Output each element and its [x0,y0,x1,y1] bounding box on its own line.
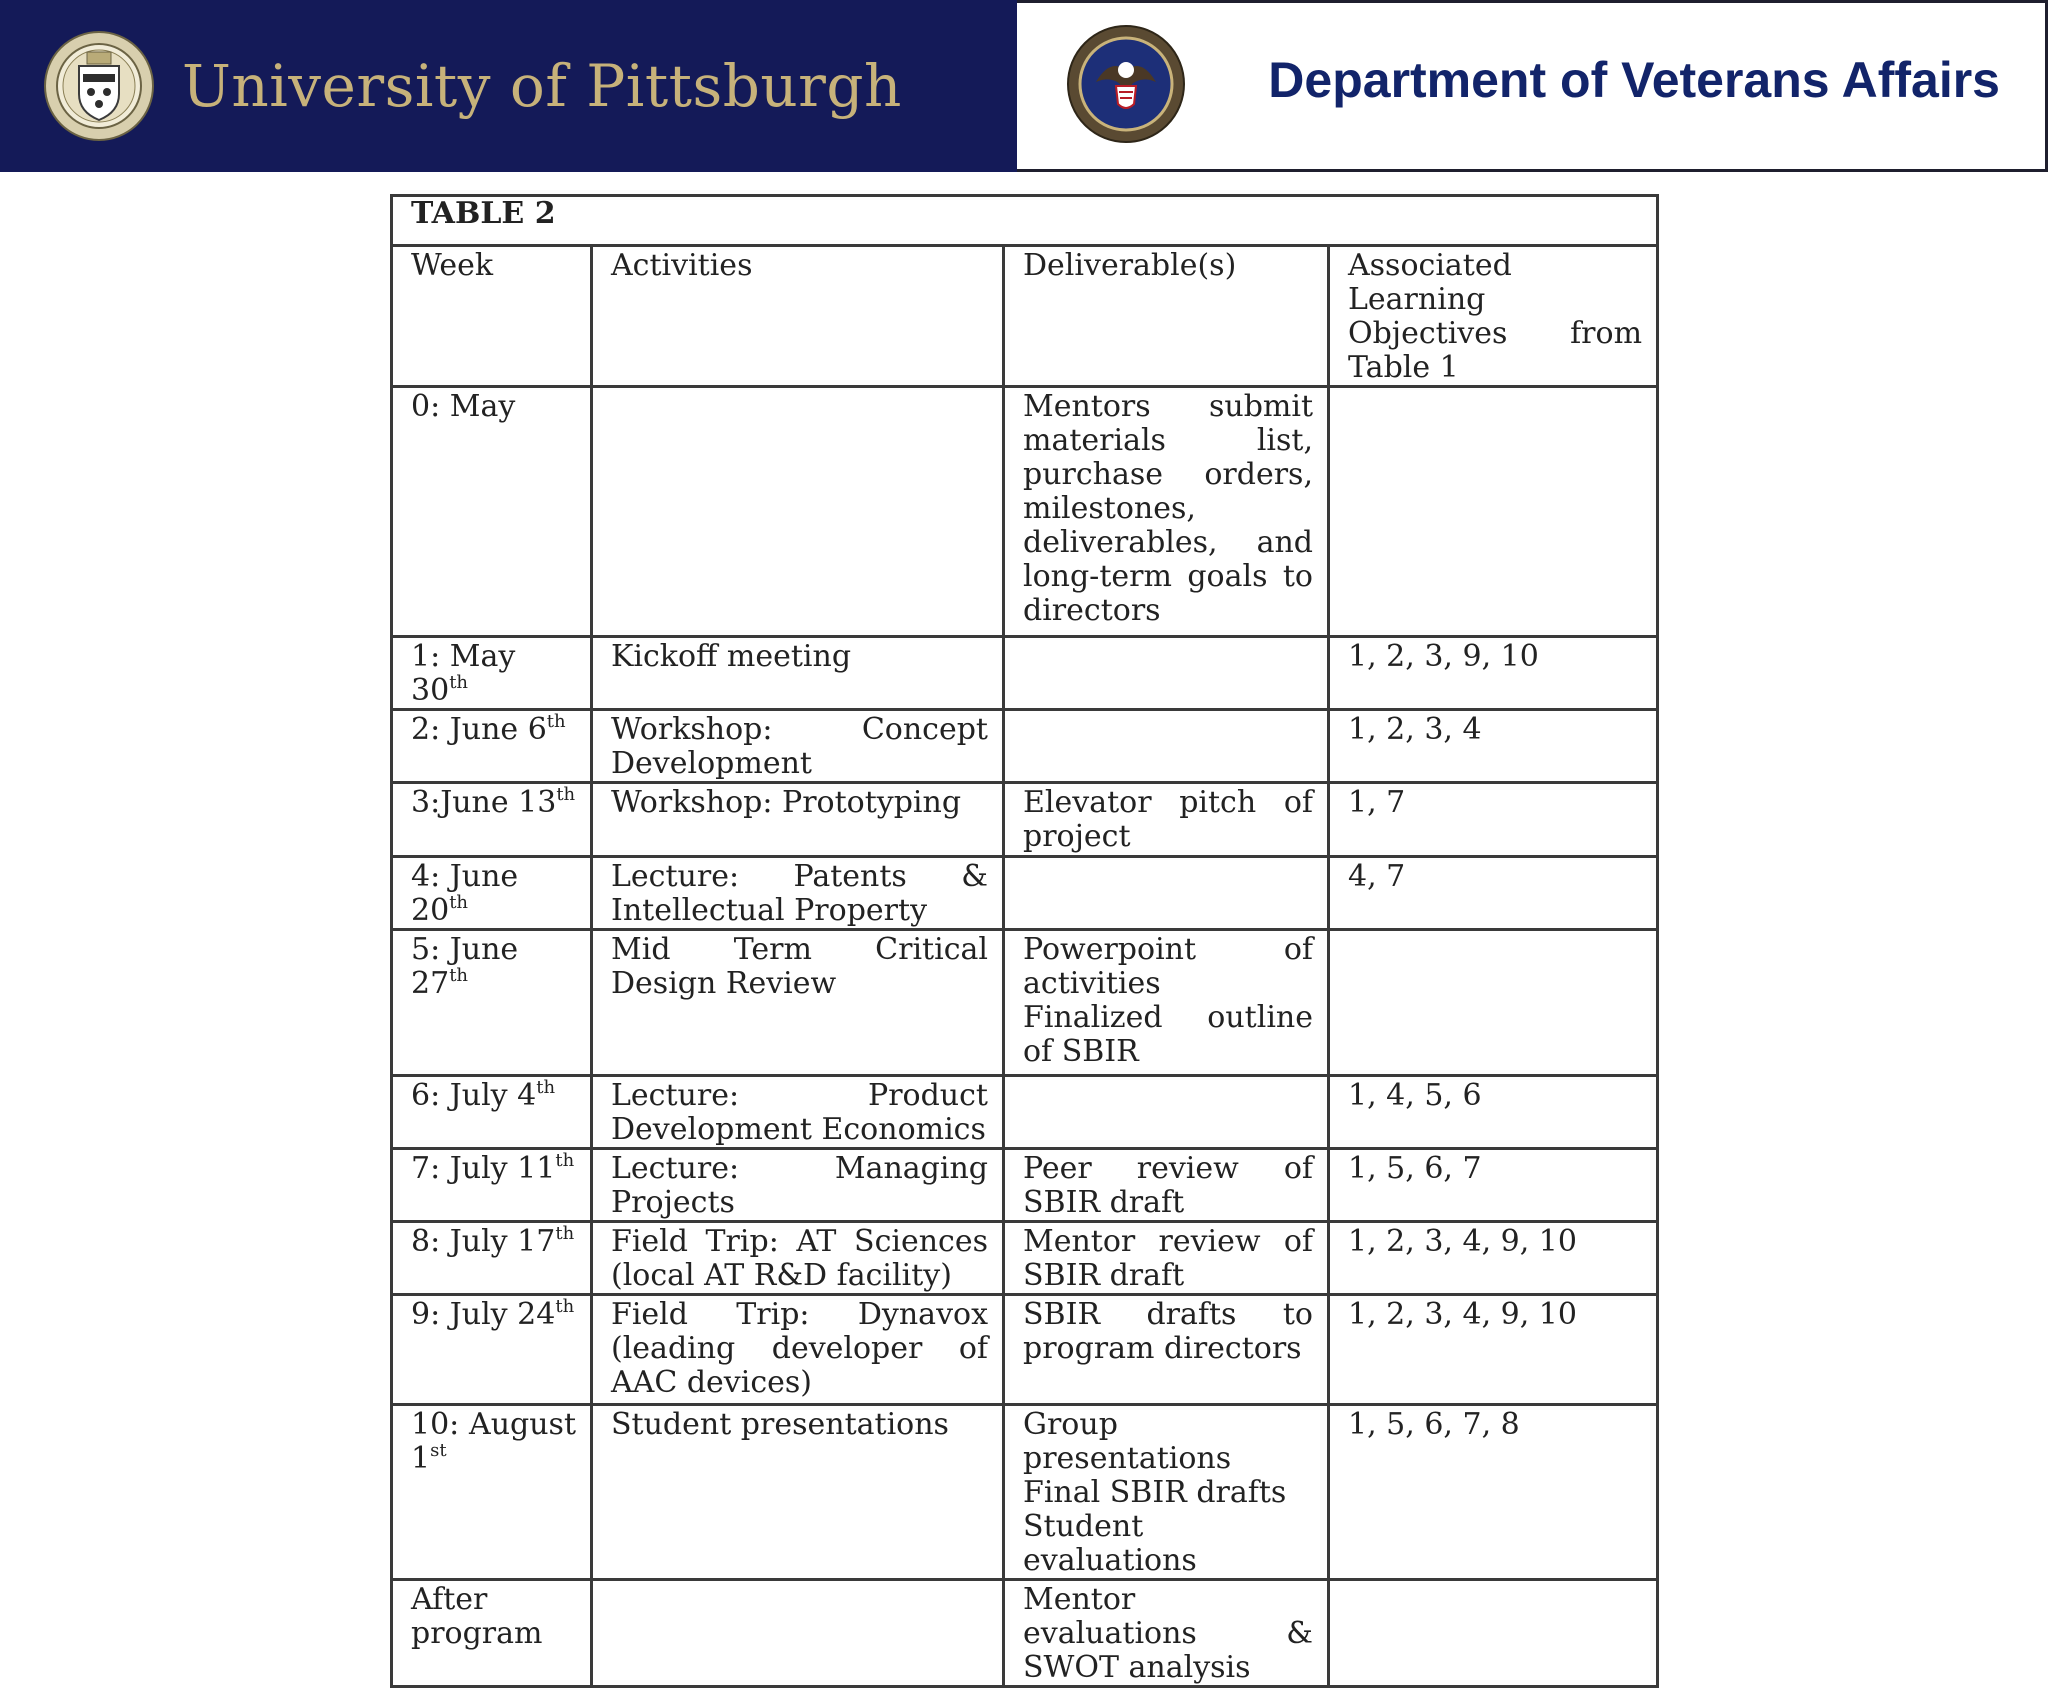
deliverables-cell [1004,387,1329,637]
week-label: 1: May 30 [411,639,516,708]
week-ordinal-suffix: th [555,1223,575,1244]
deliverable-item: Mentor review of SBIR draft [1023,1224,1313,1293]
deliverables-cell [1004,783,1329,857]
week-cell [392,710,592,783]
table-row [392,857,1658,930]
activities-cell: Lecture: Patents & Intellectual Property [592,857,1004,930]
table-row [392,1295,1658,1405]
deliverable-item: SBIR drafts to program directors [1023,1297,1313,1366]
deliverables-cell [1004,930,1329,1076]
objectives-cell: 1, 4, 5, 6 [1329,1076,1658,1149]
week-ordinal-suffix: th [555,1296,575,1317]
objectives-cell: 1, 5, 6, 7 [1329,1149,1658,1222]
week-label: 6: July 4 [411,1078,537,1113]
table-row [392,387,1658,637]
week-ordinal-suffix: st [430,1440,447,1461]
deliverable-item: Mentors submit materials list, purchase orders, milestones, deliverables, and long-term goals to directors [1023,389,1313,628]
week-label: 10: August 1 [411,1407,576,1476]
deliverable-item: Final SBIR drafts [1023,1475,1287,1510]
week-cell [392,1295,592,1405]
week-ordinal-suffix: th [555,1150,575,1171]
objectives-cell: 1, 7 [1329,783,1658,857]
table-row [392,710,1658,783]
week-ordinal-suffix: th [449,892,469,913]
week-cell [392,1076,592,1149]
objectives-cell [1329,930,1658,1076]
table-title: TABLE 2 [392,196,1658,246]
objectives-cell: 1, 2, 3, 4 [1329,710,1658,783]
deliverable-item: Elevator pitch of project [1023,785,1313,854]
deliverables-cell [1004,637,1329,710]
header-objectives: Associated Learning Objectives from Table 1 [1329,246,1658,387]
deliverable-item: Group presentations [1023,1407,1232,1476]
week-cell [392,857,592,930]
week-ordinal-suffix: th [536,1077,556,1098]
deliverables-cell [1004,1405,1329,1580]
activities-cell: Lecture: Product Development Economics [592,1076,1004,1149]
deliverables-cell [1004,857,1329,930]
schedule-table [390,194,1659,1688]
activities-cell: Field Trip: AT Sciences (local AT R&D facility) [592,1222,1004,1295]
table-row [392,1076,1658,1149]
va-seal-icon [1066,24,1186,144]
objectives-cell: 1, 2, 3, 9, 10 [1329,637,1658,710]
activities-cell: Kickoff meeting [592,637,1004,710]
objectives-cell: 4, 7 [1329,857,1658,930]
week-label: 3:June 13 [411,785,557,820]
header-week: Week [392,246,592,387]
week-cell [392,387,592,637]
objectives-cell: 1, 2, 3, 4, 9, 10 [1329,1222,1658,1295]
activities-cell: Lecture: Managing Projects [592,1149,1004,1222]
table-row [392,637,1658,710]
week-ordinal-suffix: th [546,711,566,732]
table-row [392,1149,1658,1222]
header-deliverables: Deliverable(s) [1004,246,1329,387]
activities-cell: Field Trip: Dynavox (leading developer of AAC devices) [592,1295,1004,1405]
activities-cell [592,1580,1004,1687]
deliverable-item: Finalized outline of SBIR [1023,1000,1313,1069]
week-ordinal-suffix: th [449,965,469,986]
table-row [392,783,1658,857]
deliverable-item: Powerpoint of activities [1023,932,1313,1001]
objectives-cell: 1, 5, 6, 7, 8 [1329,1405,1658,1580]
week-cell [392,930,592,1076]
week-ordinal-suffix: th [449,672,469,693]
week-cell [392,637,592,710]
week-cell [392,1580,592,1687]
week-cell [392,783,592,857]
week-label: 9: July 24 [411,1297,556,1332]
week-label: 7: July 11 [411,1151,556,1186]
deliverables-cell [1004,1076,1329,1149]
activities-cell: Mid Term Critical Design Review [592,930,1004,1076]
table-title-row [392,196,1658,246]
deliverables-cell [1004,710,1329,783]
week-cell [392,1149,592,1222]
table-row [392,1405,1658,1580]
table-row [392,1580,1658,1687]
deliverable-item: Peer review of SBIR draft [1023,1151,1313,1220]
week-label: 5: June 27 [411,932,519,1001]
university-seal-icon [43,30,155,142]
objectives-cell [1329,387,1658,637]
deliverable-item: Student evaluations [1023,1509,1197,1578]
activities-cell [592,387,1004,637]
objectives-cell [1329,1580,1658,1687]
university-title: University of Pittsburgh [182,52,902,120]
objectives-cell: 1, 2, 3, 4, 9, 10 [1329,1295,1658,1405]
week-cell [392,1222,592,1295]
deliverables-cell [1004,1149,1329,1222]
week-cell [392,1405,592,1580]
activities-cell: Student presentations [592,1405,1004,1580]
header-activities: Activities [592,246,1004,387]
deliverables-cell [1004,1222,1329,1295]
week-label: 4: June 20 [411,859,519,928]
week-label: 0: May [411,389,516,424]
activities-cell: Workshop: Concept Development [592,710,1004,783]
week-label: 8: July 17 [411,1224,556,1259]
table-row [392,1222,1658,1295]
week-label: After program [411,1582,543,1651]
activities-cell: Workshop: Prototyping [592,783,1004,857]
deliverable-item: Mentor evaluations & SWOT analysis [1023,1582,1313,1685]
deliverables-cell [1004,1295,1329,1405]
table-row [392,930,1658,1076]
week-ordinal-suffix: th [556,784,576,805]
week-label: 2: June 6 [411,712,547,747]
deliverables-cell [1004,1580,1329,1687]
department-title: Department of Veterans Affairs [1268,52,2000,108]
table-header-row [392,246,1658,387]
